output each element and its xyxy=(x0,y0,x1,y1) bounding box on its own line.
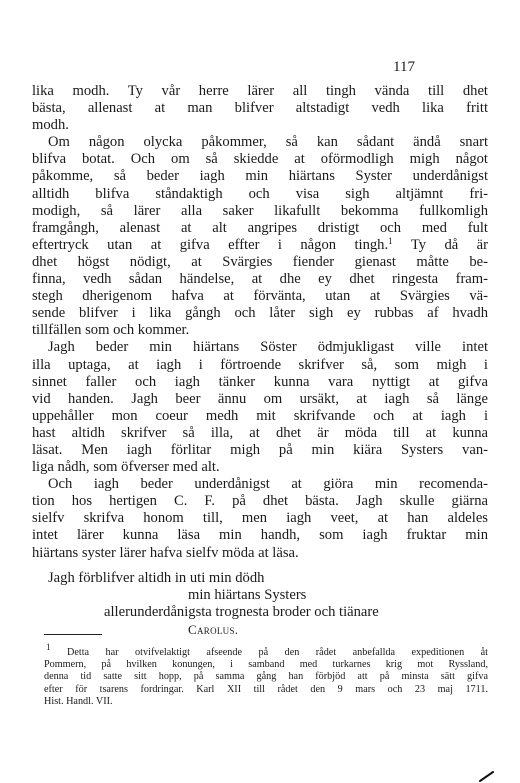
text-line: finna, vedh sådan händelse, at dhe ey dhet ringesta fram- xyxy=(32,271,488,288)
text-line: bästa, allenast at man blifver altstadigt vedh lika fritt xyxy=(32,100,488,117)
text-line: blifva botat. Och om så skiedde at oförmodligh migh något xyxy=(32,151,488,168)
letter-closing xyxy=(32,570,488,638)
text-line: tion hos hertigen C. F. på dhet bästa. Jagh skulle giärna xyxy=(32,493,488,510)
text-line: dhet högst nödigt, at Svärgies fiender gienast måtte be- xyxy=(32,253,488,270)
paragraph xyxy=(32,339,488,476)
text-line-with-footnote xyxy=(32,237,488,254)
footnote-text: Detta har otvifvelaktigt afseende på den rådet anbefallda expeditionen åt xyxy=(66,647,488,658)
closing-line: min hiärtans Systers xyxy=(188,587,307,604)
text-line: sinnet faller och iagh tänker kunna vara nyttigt at gifva xyxy=(32,373,488,390)
text-line: framgångh, alenast at alt angripes dristigt och med fult xyxy=(32,219,488,236)
text-line: läsat. Men iagh förlitar migh på min kiära Systers van- xyxy=(32,441,488,458)
text-line: intet lärer kunna läsa min handh, som iagh fruktar min xyxy=(32,527,488,544)
footnote xyxy=(44,642,488,708)
text-line: uppehåller mon coeur medh mit skrifvande och at iagh i xyxy=(32,407,488,424)
footnote-marker: 1 xyxy=(46,642,51,652)
text-line: liga nådh, som öfverser med alt. xyxy=(32,459,220,476)
text-line: modigh, så lärer alla saker likafullt bekomma fullkomligh xyxy=(32,202,488,219)
closing-line: allerunderdånigsta trognesta broder och tiänare xyxy=(104,604,379,621)
footnote-line: efter för tsarens fordringar. Karl XII till rådet den 9 mars och 23 maj 1711. xyxy=(44,683,488,695)
text-line: påkomme, så beder iagh min hiärtans Syster underdånigst xyxy=(32,168,488,185)
page-number: 117 xyxy=(393,59,415,75)
text-line: stegh dherigenom hafva at förvänta, utan at Svärgies vä- xyxy=(32,288,488,305)
text-line: vid handen. Jagh beer ännu om ursäkt, at iagh så länge xyxy=(32,390,488,407)
paragraph xyxy=(32,476,488,561)
pen-mark-icon xyxy=(478,770,496,782)
footnote-line xyxy=(44,642,488,659)
text-line: hast altidh skrifver så illa, at dhet är möda till at kunna xyxy=(32,424,488,441)
closing-line: Jagh förblifver altidh in uti min dödh xyxy=(48,570,265,586)
text-line: Jagh beder min hiärtans Söster ödmjukligast ville intet xyxy=(48,339,488,356)
text-line: eftertryck utan at gifva effter i någon tingh. xyxy=(32,236,389,253)
footnote-line: denna tid satte sitt hopp, på samma gång han förbjöd att på minsta sätt gifva xyxy=(44,671,488,683)
footnote-marker: 1 xyxy=(388,235,393,246)
text-line: modh. xyxy=(32,117,69,134)
text-line: hiärtans syster lärer hafva sielfv möda at läsa. xyxy=(32,544,299,561)
text-line: illa uptaga, at iagh i förtroende skrifver så, som migh i xyxy=(32,356,488,373)
text-line-tail: Ty då är xyxy=(410,236,488,253)
footnote-line: Hist. Handl. VII. xyxy=(44,695,113,707)
text-line: sielfv skrifva honom till, men iagh veet, at han aldeles xyxy=(32,510,488,527)
footnote-line: Pommern, på hvilken konungen, i samband med turkarnes krig mot Ryssland, xyxy=(44,659,488,671)
body-text xyxy=(32,83,488,562)
footnote-divider xyxy=(44,634,102,635)
paragraph xyxy=(32,134,488,339)
text-line: sende blifver i lika gångh och låter sigh ey rubbas af hvadh xyxy=(32,305,488,322)
text-line: lika modh. Ty vår herre lärer all tingh vända till dhet xyxy=(32,83,488,99)
text-line: alltidh blifva ståndaktigh och visa sigh altjämnt fri- xyxy=(32,185,488,202)
signature: Carolus. xyxy=(188,622,239,638)
paragraph xyxy=(32,83,488,134)
text-line: Och iagh beder underdånigst at giöra min recomenda- xyxy=(48,476,488,493)
text-line: tillfällen som och kommer. xyxy=(32,322,190,339)
text-line: Om någon olycka påkommer, så kan sådant ändå snart xyxy=(48,134,488,151)
